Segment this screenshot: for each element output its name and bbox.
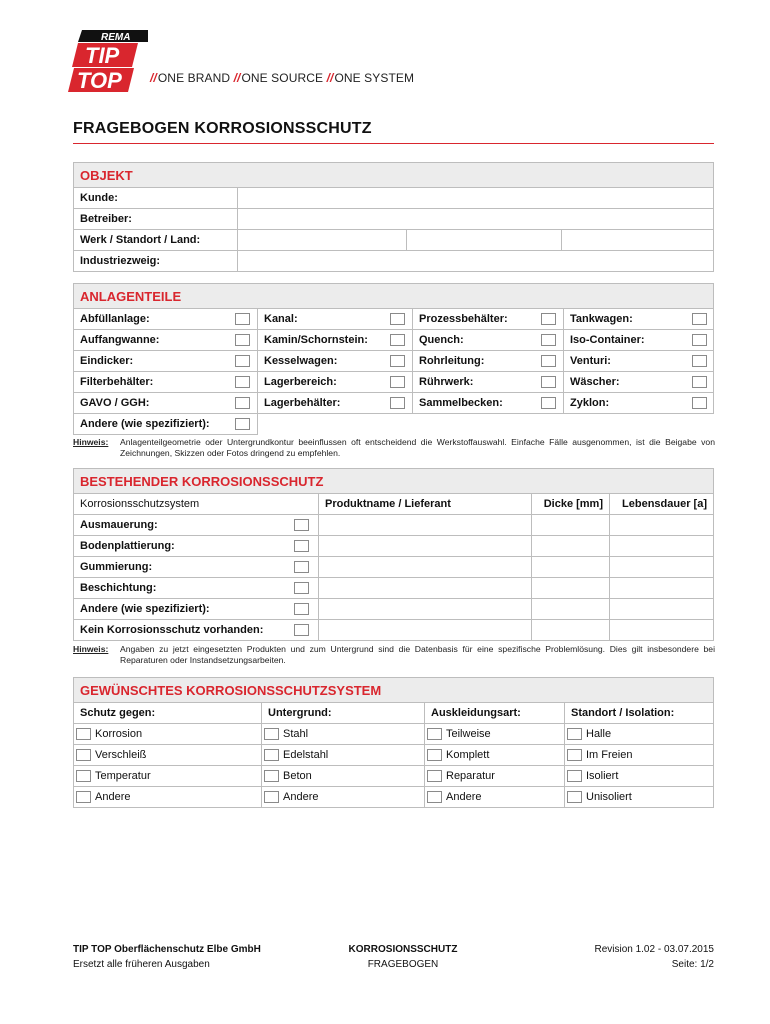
anlagenteil-label: Abfüllanlage:: [74, 309, 229, 330]
anlagenteil-label: Kesselwagen:: [258, 351, 384, 372]
option-cell: [74, 787, 262, 808]
option-label: Reparatur: [446, 769, 495, 782]
col-header: Auskleidungsart:: [425, 703, 565, 724]
betreiber-input[interactable]: [238, 209, 714, 230]
footer-revision: Revision 1.02 - 03.07.2015: [594, 944, 714, 955]
option-checkbox[interactable]: [427, 749, 442, 761]
col-header: Schutz gegen:: [74, 703, 262, 724]
anlagenteil-label: Rührwerk:: [413, 372, 535, 393]
anlagenteile-heading: ANLAGENTEILE: [74, 284, 714, 309]
option-label: Andere: [283, 790, 319, 803]
option-checkbox[interactable]: [264, 728, 279, 740]
hinweis-text: Anlagenteilgeometrie oder Untergrundkontur beeinflussen oft entscheidend die Werkstoffauswahl. Einfache Fälle ausgenommen, ist die Beigabe von Zeichnungen, Skizzen oder Fotos dringend zu empfehlen.: [120, 437, 715, 458]
anlagenteil-label: Kanal:: [258, 309, 384, 330]
andere-label: Andere (wie spezifiziert):: [74, 414, 229, 435]
logo-tip-text: TIP: [85, 43, 120, 68]
land-input[interactable]: [562, 230, 714, 251]
slogan-source: ONE SOURCE: [241, 71, 324, 85]
option-label: Komplett: [446, 748, 490, 761]
lebensdauer-input[interactable]: [610, 599, 714, 620]
option-cell: [425, 787, 565, 808]
produkt-input[interactable]: [319, 536, 532, 557]
footer-doc-sub: FRAGEBOGEN: [367, 959, 439, 970]
anlagenteil-checkbox[interactable]: [692, 313, 707, 325]
schutzsystem-label: Gummierung:: [74, 557, 286, 578]
anlagenteil-checkbox[interactable]: [692, 376, 707, 388]
col-header: Untergrund:: [262, 703, 425, 724]
anlagenteil-checkbox[interactable]: [541, 355, 556, 367]
objekt-heading: OBJEKT: [74, 163, 714, 188]
objekt-table: [73, 162, 714, 272]
lebensdauer-input[interactable]: [610, 536, 714, 557]
option-cell: [425, 766, 565, 787]
lebensdauer-input[interactable]: [610, 515, 714, 536]
option-cell: [262, 745, 425, 766]
option-checkbox[interactable]: [264, 749, 279, 761]
anlagenteil-checkbox[interactable]: [390, 355, 405, 367]
option-checkbox[interactable]: [567, 728, 582, 740]
option-cell: [425, 724, 565, 745]
option-label: Beton: [283, 769, 312, 782]
option-cell: [262, 766, 425, 787]
anlagenteil-label: Venturi:: [564, 351, 686, 372]
anlagenteil-label: Auffangwanne:: [74, 330, 229, 351]
footer-page: Seite: 1/2: [671, 959, 714, 970]
anlagenteil-label: Zyklon:: [564, 393, 686, 414]
hinweis-label: Hinweis:: [73, 644, 109, 654]
option-label: Stahl: [283, 727, 309, 740]
anlagenteil-label: Lagerbereich:: [258, 372, 384, 393]
option-cell: [565, 745, 714, 766]
logo-rema-text: REMA: [101, 32, 131, 43]
andere-checkbox[interactable]: [235, 418, 250, 430]
slogan: [150, 71, 414, 85]
anlagenteil-checkbox[interactable]: [541, 397, 556, 409]
produkt-input[interactable]: [319, 578, 532, 599]
schutzsystem-label: Kein Korrosionsschutz vorhanden:: [74, 620, 286, 641]
schutzsystem-label: Ausmauerung:: [74, 515, 286, 536]
option-checkbox[interactable]: [264, 791, 279, 803]
option-checkbox[interactable]: [76, 791, 91, 803]
anlagenteil-label: Filterbehälter:: [74, 372, 229, 393]
anlagenteil-label: Sammelbecken:: [413, 393, 535, 414]
schutzsystem-label: Bodenplattierung:: [74, 536, 286, 557]
option-cell: [425, 745, 565, 766]
option-label: Halle: [586, 727, 612, 740]
anlagenteil-label: Prozessbehälter:: [413, 309, 535, 330]
anlagenteil-label: Tankwagen:: [564, 309, 686, 330]
anlagenteil-checkbox[interactable]: [235, 376, 250, 388]
col-header: Standort / Isolation:: [565, 703, 714, 724]
produkt-input[interactable]: [319, 515, 532, 536]
anlagenteil-checkbox[interactable]: [235, 313, 250, 325]
anlagenteil-label: Wäscher:: [564, 372, 686, 393]
schutzsystem-label: Andere (wie spezifiziert):: [74, 599, 286, 620]
field-label: Industriezweig:: [74, 251, 238, 272]
hinweis-text: Angaben zu jetzt eingesetzten Produkten und zum Untergrund sind die Datenbasis für eine spezifische Problemlösung. Dies gilt insbesondere bei Reparaturen oder Instandsetzungsarbeiten.: [120, 644, 715, 665]
slogan-system: ONE SYSTEM: [334, 71, 415, 85]
col-header: Lebensdauer [a]: [610, 494, 714, 515]
anlagenteil-checkbox[interactable]: [390, 334, 405, 346]
anlagenteile-table: [73, 283, 714, 435]
option-cell: [74, 766, 262, 787]
kunde-input[interactable]: [238, 188, 714, 209]
field-label: Werk / Standort / Land:: [74, 230, 238, 251]
slogan-mark-3: //: [326, 71, 334, 85]
produkt-input[interactable]: [319, 599, 532, 620]
dicke-input[interactable]: [532, 578, 610, 599]
option-checkbox[interactable]: [264, 770, 279, 782]
logo-top-text: TOP: [77, 68, 122, 92]
schutzsystem-checkbox[interactable]: [294, 603, 309, 615]
option-checkbox[interactable]: [567, 770, 582, 782]
option-cell: [74, 745, 262, 766]
anlagenteil-checkbox[interactable]: [692, 397, 707, 409]
footer-replaces: Ersetzt alle früheren Ausgaben: [73, 959, 210, 970]
title-divider: [73, 143, 714, 144]
option-label: Edelstahl: [283, 748, 329, 761]
option-label: Unisoliert: [586, 790, 632, 803]
option-checkbox[interactable]: [76, 749, 91, 761]
gewuenscht-table: [73, 677, 714, 808]
dicke-input[interactable]: [532, 515, 610, 536]
col-header: Korrosionsschutzsystem: [74, 494, 319, 515]
anlagenteil-checkbox[interactable]: [541, 313, 556, 325]
anlagenteil-label: Rohrleitung:: [413, 351, 535, 372]
slogan-mark-1: //: [150, 71, 157, 85]
col-header: Produktname / Lieferant: [319, 494, 532, 515]
bestehender-heading: BESTEHENDER KORROSIONSSCHUTZ: [74, 469, 714, 494]
slogan-brand: ONE BRAND: [157, 71, 231, 85]
hinweis-bestehender: [73, 644, 714, 668]
anlagenteil-checkbox[interactable]: [390, 313, 405, 325]
footer-company: TIP TOP Oberflächenschutz Elbe GmbH: [73, 944, 261, 955]
option-checkbox[interactable]: [76, 770, 91, 782]
produkt-input[interactable]: [319, 557, 532, 578]
option-checkbox[interactable]: [427, 791, 442, 803]
anlagenteil-checkbox[interactable]: [390, 376, 405, 388]
dicke-input[interactable]: [532, 536, 610, 557]
field-label: Betreiber:: [74, 209, 238, 230]
schutzsystem-checkbox[interactable]: [294, 561, 309, 573]
option-cell: [565, 787, 714, 808]
anlagenteil-checkbox[interactable]: [235, 334, 250, 346]
hinweis-anlagenteile: [73, 437, 714, 461]
col-header: Dicke [mm]: [532, 494, 610, 515]
option-label: Andere: [95, 790, 131, 803]
hinweis-label: Hinweis:: [73, 437, 109, 447]
anlagenteil-label: Lagerbehälter:: [258, 393, 384, 414]
option-checkbox[interactable]: [567, 749, 582, 761]
option-checkbox[interactable]: [567, 791, 582, 803]
option-label: Temperatur: [95, 769, 151, 782]
anlagenteil-checkbox[interactable]: [541, 334, 556, 346]
anlagenteil-checkbox[interactable]: [235, 355, 250, 367]
option-checkbox[interactable]: [427, 728, 442, 740]
anlagenteil-checkbox[interactable]: [235, 397, 250, 409]
schutzsystem-checkbox[interactable]: [294, 624, 309, 636]
bestehender-table: [73, 468, 714, 641]
lebensdauer-input[interactable]: [610, 578, 714, 599]
werk-input[interactable]: [238, 230, 407, 251]
anlagenteil-label: Kamin/Schornstein:: [258, 330, 384, 351]
anlagenteil-checkbox[interactable]: [390, 397, 405, 409]
option-label: Isoliert: [586, 769, 619, 782]
anlagenteil-label: Iso-Container:: [564, 330, 686, 351]
option-cell: [565, 766, 714, 787]
rema-tip-top-logo: [68, 30, 148, 92]
option-label: Im Freien: [586, 748, 633, 761]
field-label: Kunde:: [74, 188, 238, 209]
anlagenteil-checkbox[interactable]: [692, 334, 707, 346]
option-cell: [565, 724, 714, 745]
standort-input[interactable]: [407, 230, 562, 251]
anlagenteil-checkbox[interactable]: [541, 376, 556, 388]
page-title: FRAGEBOGEN KORROSIONSSCHUTZ: [73, 120, 372, 137]
option-cell: [262, 787, 425, 808]
produkt-input[interactable]: [319, 620, 532, 641]
option-label: Korrosion: [95, 727, 143, 740]
schutzsystem-checkbox[interactable]: [294, 582, 309, 594]
footer-doc-title: KORROSIONSSCHUTZ: [348, 944, 458, 955]
lebensdauer-input[interactable]: [610, 620, 714, 641]
option-checkbox[interactable]: [427, 770, 442, 782]
schutzsystem-label: Beschichtung:: [74, 578, 286, 599]
schutzsystem-checkbox[interactable]: [294, 540, 309, 552]
dicke-input[interactable]: [532, 599, 610, 620]
dicke-input[interactable]: [532, 620, 610, 641]
anlagenteil-label: GAVO / GGH:: [74, 393, 229, 414]
option-label: Verschleiß: [95, 748, 147, 761]
slogan-mark-2: //: [233, 71, 241, 85]
anlagenteil-label: Eindicker:: [74, 351, 229, 372]
option-label: Teilweise: [446, 727, 491, 740]
anlagenteil-label: Quench:: [413, 330, 535, 351]
option-cell: [74, 724, 262, 745]
option-checkbox[interactable]: [76, 728, 91, 740]
anlagenteil-checkbox[interactable]: [692, 355, 707, 367]
option-label: Andere: [446, 790, 482, 803]
option-cell: [262, 724, 425, 745]
gewuenscht-heading: GEWÜNSCHTES KORROSIONSSCHUTZSYSTEM: [74, 678, 714, 703]
industriezweig-input[interactable]: [238, 251, 714, 272]
dicke-input[interactable]: [532, 557, 610, 578]
schutzsystem-checkbox[interactable]: [294, 519, 309, 531]
lebensdauer-input[interactable]: [610, 557, 714, 578]
